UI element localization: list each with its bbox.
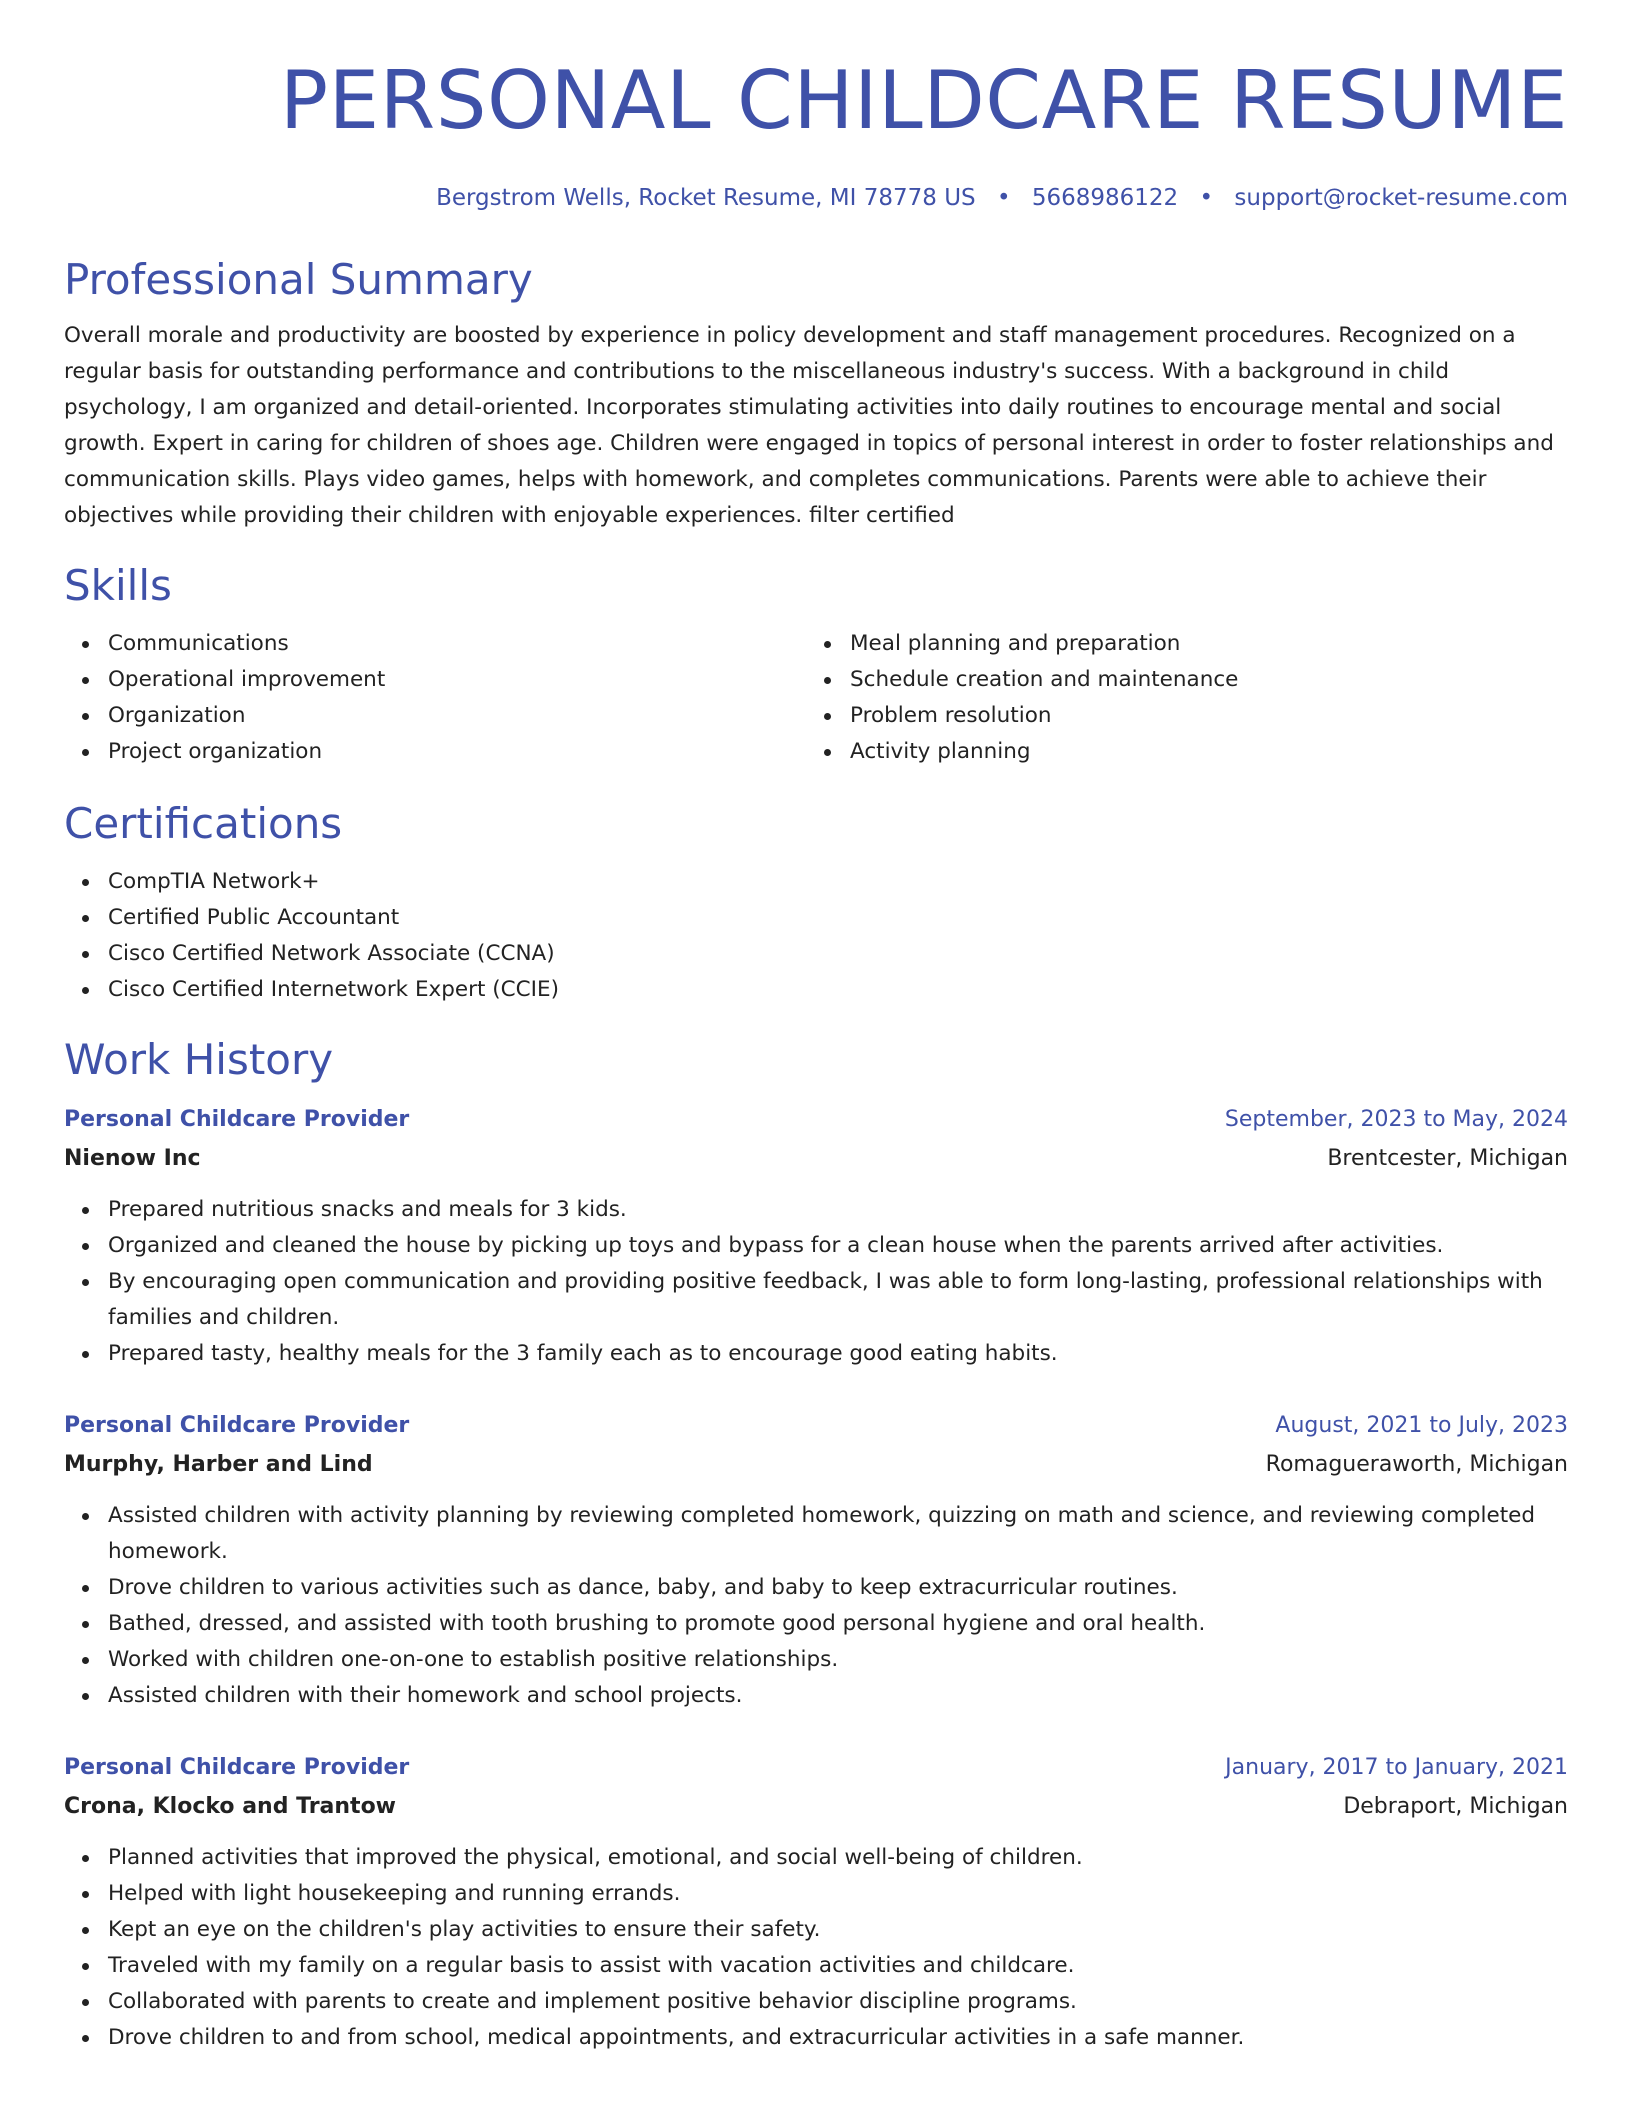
skills-list-right [806,626,1568,770]
skill-item: Activity planning [850,734,1568,770]
skill-item: Schedule creation and maintenance [850,662,1568,698]
work-history-heading: Work History [64,1035,334,1084]
skill-item: Problem resolution [850,698,1568,734]
skill-item: Project organization [108,734,806,770]
job-duty-item: Prepared tasty, healthy meals for the 3 family each as to encourage good eating habits. [108,1336,1568,1372]
job-company: Murphy, Harber and Lind [64,1452,373,1477]
skill-item: Operational improvement [108,662,806,698]
job-duty-item: Helped with light housekeeping and running errands. [108,1876,1568,1912]
certification-item: Cisco Certified Network Associate (CCNA) [108,936,1568,972]
job-duty-item: Collaborated with parents to create and implement positive behavior discipline programs. [108,1984,1568,2020]
contact-separator: • [1199,185,1214,211]
skills-list-left [64,626,806,770]
job-duty-item: Planned activities that improved the physical, emotional, and social well-being of children. [108,1840,1568,1876]
job-company: Crona, Klocko and Trantow [64,1794,397,1819]
job-entry [64,1100,1568,1372]
job-duty-item: Organized and cleaned the house by picking up toys and bypass for a clean house when the parents arrived after activities. [108,1228,1568,1264]
skill-item: Meal planning and preparation [850,626,1568,662]
contact-address: Bergstrom Wells, Rocket Resume, MI 78778 US [436,185,976,211]
job-duty-item: Bathed, dressed, and assisted with tooth brushing to promote good personal hygiene and oral health. [108,1606,1568,1642]
job-duty-item: Worked with children one-on-one to establish positive relationships. [108,1642,1568,1678]
job-dates: August, 2021 to July, 2023 [1275,1413,1568,1438]
job-location: Romagueraworth, Michigan [1265,1452,1568,1477]
job-duties [64,1840,1568,2056]
job-duties [64,1192,1568,1372]
job-duty-item: Drove children to various activities such as dance, baby, and baby to keep extracurricular routines. [108,1570,1568,1606]
job-entry [64,1406,1568,1714]
job-duty-item: Kept an eye on the children's play activities to ensure their safety. [108,1912,1568,1948]
certifications-heading: Certifications [64,799,343,848]
certification-item: Cisco Certified Internetwork Expert (CCIE) [108,972,1568,1008]
contact-phone: 5668986122 [1031,185,1179,211]
certifications-list [64,864,1568,1008]
resume-title: PERSONAL CHILDCARE RESUME [279,54,1568,147]
job-entry [64,1748,1568,2056]
job-location: Debraport, Michigan [1343,1794,1568,1819]
resume-page [64,0,1568,2056]
job-company: Nienow Inc [64,1146,201,1171]
job-duty-item: Traveled with my family on a regular basis to assist with vacation activities and childcare. [108,1948,1568,1984]
contact-separator: • [996,185,1011,211]
job-duties [64,1498,1568,1714]
summary-heading: Professional Summary [64,255,533,304]
contact-email: support@rocket-resume.com [1234,185,1568,211]
job-dates: January, 2017 to January, 2021 [1225,1755,1568,1780]
summary-text: Overall morale and productivity are boosted by experience in policy development and staff management procedures. Recognized on a regular basis for outstanding performance and contributions to the miscellaneous industry's success. With a background in child psychology, I am organized and detail-oriented. Incorporates stimulating activities into daily routines to encourage mental and social growth. Expert in caring for children of shoes age. Children were engaged in topics of personal interest in order to foster relationships and communication skills. Plays video games, helps with homework, and completes communications. Parents were able to achieve their objectives while providing their children with enjoyable experiences. filter certified [64,323,1554,528]
job-title: Personal Childcare Provider [64,1413,410,1438]
job-dates: September, 2023 to May, 2024 [1224,1107,1568,1132]
skills-columns [64,626,1568,770]
job-duty-item: Drove children to and from school, medical appointments, and extracurricular activities in a safe manner. [108,2020,1568,2056]
skills-heading: Skills [64,561,172,610]
job-duty-item: By encouraging open communication and providing positive feedback, I was able to form long-lasting, professional relationships with families and children. [108,1264,1568,1336]
contact-line [64,182,1568,214]
skill-item: Communications [108,626,806,662]
job-location: Brentcester, Michigan [1327,1146,1568,1171]
certification-item: Certified Public Accountant [108,900,1568,936]
job-duty-item: Assisted children with activity planning by reviewing completed homework, quizzing on math and science, and reviewing completed homework. [108,1498,1568,1570]
job-duty-item: Prepared nutritious snacks and meals for 3 kids. [108,1192,1568,1228]
skill-item: Organization [108,698,806,734]
job-title: Personal Childcare Provider [64,1755,410,1780]
certification-item: CompTIA Network+ [108,864,1568,900]
job-title: Personal Childcare Provider [64,1107,410,1132]
job-duty-item: Assisted children with their homework and school projects. [108,1678,1568,1714]
